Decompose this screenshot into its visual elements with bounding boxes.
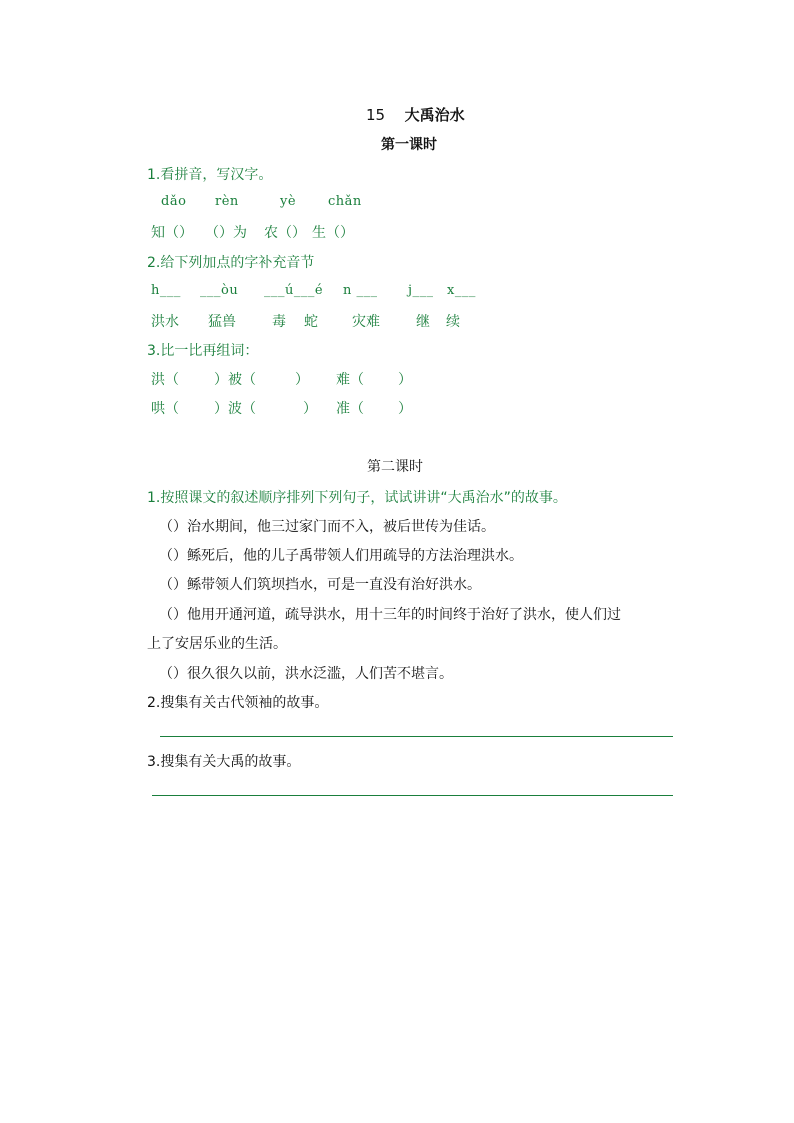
pinyin-4: chǎn bbox=[328, 194, 362, 209]
sentence-4-cont: 上了安居乐业的生活。 bbox=[147, 636, 287, 652]
blank-4: n ___ bbox=[343, 283, 378, 298]
sentence-1: （）治水期间，他三过家门而不入，被后世传为佳话。 bbox=[159, 519, 495, 535]
answer-line-1 bbox=[160, 736, 673, 737]
q3-r2-c2: ）波（ bbox=[214, 401, 256, 417]
q2-word-6: 继 bbox=[416, 314, 430, 330]
sentence-2: （）鲧死后，他的儿子禹带领人们用疏导的方法治理洪水。 bbox=[159, 548, 523, 564]
q2-word-1: 洪水 bbox=[151, 314, 179, 330]
q3-r1-c5: ） bbox=[398, 372, 412, 388]
lesson-title: 大禹治水 bbox=[404, 106, 465, 124]
sentence-5: （）很久很久以前，洪水泛滥，人们苦不堪言。 bbox=[159, 666, 453, 682]
q3-r1-c4: 难（ bbox=[336, 372, 364, 388]
blank-1: h___ bbox=[151, 283, 181, 298]
l2-q2-label: 2.搜集有关古代领袖的故事。 bbox=[147, 695, 329, 711]
q2-word-2: 猛兽 bbox=[208, 314, 236, 330]
blank-3: ___ú___é bbox=[264, 283, 324, 298]
lesson-number: 15 bbox=[366, 106, 386, 124]
lesson1-heading: 第一课时 bbox=[381, 137, 437, 153]
l1-q2-label: 2.给下列加点的字补充音节 bbox=[147, 255, 315, 271]
l2-q1-label: 1.按照课文的叙述顺序排列下列句子，试试讲讲“大禹治水”的故事。 bbox=[147, 490, 567, 506]
q2-word-3: 毒 bbox=[272, 314, 286, 330]
l1-q3-label: 3.比一比再组词： bbox=[147, 343, 259, 359]
word-3: 农（） bbox=[264, 225, 306, 241]
q2-word-7: 续 bbox=[446, 314, 460, 330]
word-2: （）为 bbox=[205, 225, 247, 241]
l1-q1-label: 1.看拼音，写汉字。 bbox=[147, 167, 273, 183]
pinyin-2: rèn bbox=[215, 194, 239, 209]
blank-6: x___ bbox=[447, 283, 476, 298]
lesson2-heading: 第二课时 bbox=[367, 459, 423, 475]
q3-r1-c1: 洪（ bbox=[151, 372, 179, 388]
answer-line-2 bbox=[152, 795, 673, 796]
sentence-3: （）鲧带领人们筑坝挡水，可是一直没有治好洪水。 bbox=[159, 577, 481, 593]
pinyin-3: yè bbox=[280, 194, 297, 209]
page-title bbox=[366, 104, 465, 125]
q3-r2-c4: 准（ bbox=[336, 401, 364, 417]
q2-word-4: 蛇 bbox=[304, 314, 318, 330]
q3-r1-c2: ）被（ bbox=[214, 372, 256, 388]
q3-r2-c5: ） bbox=[398, 401, 412, 417]
q2-word-5: 灾难 bbox=[352, 314, 380, 330]
q3-r2-c1: 哄（ bbox=[151, 401, 179, 417]
q3-r1-c3: ） bbox=[295, 372, 309, 388]
word-1: 知（） bbox=[151, 225, 193, 241]
l2-q3-label: 3.搜集有关大禹的故事。 bbox=[147, 754, 301, 770]
q3-r2-c3: ） bbox=[303, 401, 317, 417]
sentence-4: （）他用开通河道，疏导洪水，用十三年的时间终于治好了洪水，使人们过 bbox=[159, 607, 621, 623]
blank-2: ___òu bbox=[200, 283, 239, 298]
pinyin-1: dǎo bbox=[161, 194, 187, 209]
word-4: 生（） bbox=[312, 225, 354, 241]
blank-5: j___ bbox=[408, 283, 434, 298]
